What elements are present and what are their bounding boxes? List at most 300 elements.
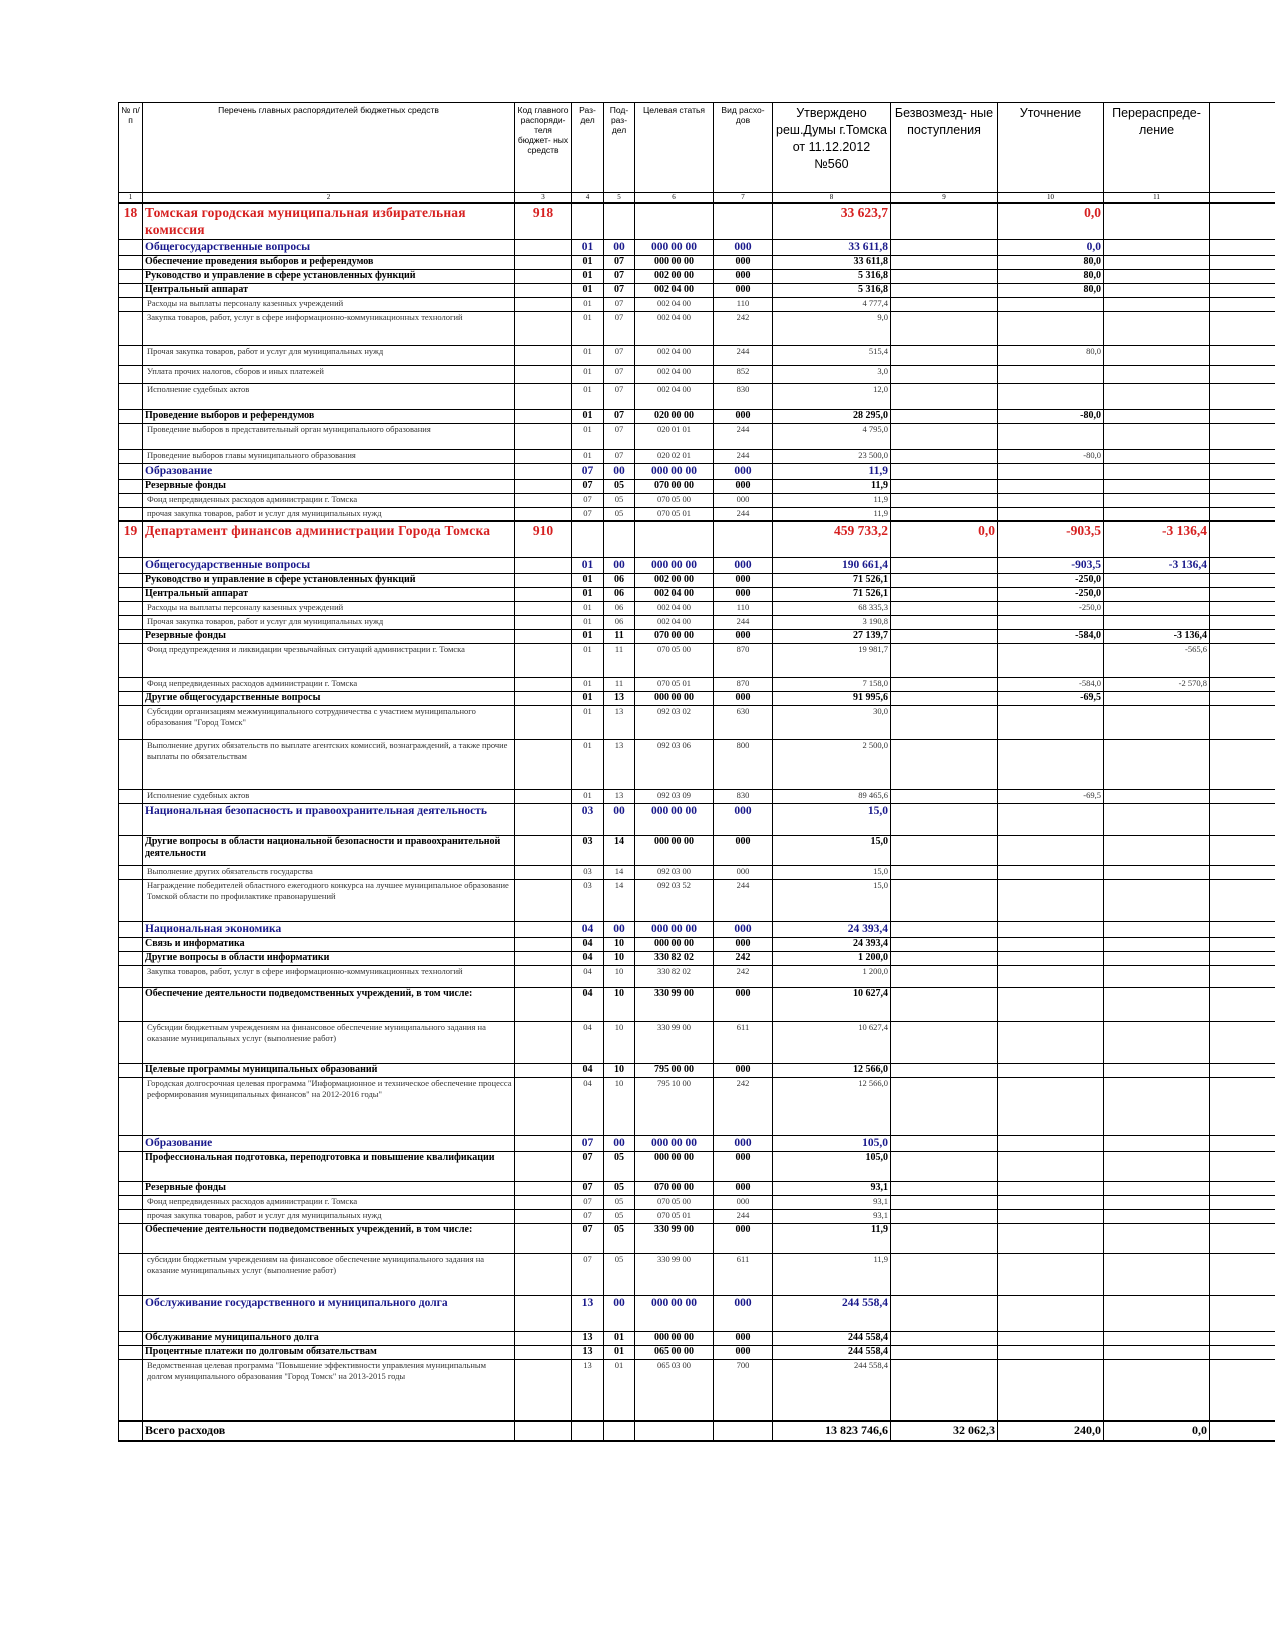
row-code: [515, 239, 572, 255]
row-approved: 4 795,0: [773, 423, 891, 449]
row-podrazdel: 11: [604, 629, 635, 643]
row-razdel: 01: [572, 449, 604, 463]
row-kind: 000: [714, 557, 773, 573]
row-kind: 000: [714, 865, 773, 879]
row-target: 000 00 00: [635, 921, 714, 937]
row-razdel: 01: [572, 677, 604, 691]
row-approved: 19 981,7: [773, 643, 891, 677]
row-podrazdel: 07: [604, 255, 635, 269]
row-code: [515, 865, 572, 879]
row-razdel: 13: [572, 1359, 604, 1421]
row-grants: [891, 615, 998, 629]
row-redistr: [1104, 423, 1210, 449]
row-refine: [998, 507, 1104, 521]
row-target: 002 04 00: [635, 311, 714, 345]
row-code: [515, 601, 572, 615]
table-row: [119, 557, 1275, 573]
row-refine: -80,0: [998, 449, 1104, 463]
row-refine: [998, 1181, 1104, 1195]
row-podrazdel: 10: [604, 1063, 635, 1077]
row-kind: 870: [714, 643, 773, 677]
row-kind: 244: [714, 615, 773, 629]
row-razdel: 01: [572, 789, 604, 803]
table-row: [119, 255, 1275, 269]
table-row: [119, 835, 1275, 865]
row-razdel: 07: [572, 1223, 604, 1253]
row-no: [119, 879, 143, 921]
row-name: Прочая закупка товаров, работ и услуг для муниципальных нужд: [143, 615, 515, 629]
row-no: [119, 255, 143, 269]
row-no: [119, 615, 143, 629]
row-extra: [1210, 203, 1275, 239]
colnum: 5: [604, 193, 635, 204]
row-refine: [998, 1223, 1104, 1253]
row-refine: [998, 987, 1104, 1021]
row-no: [119, 1209, 143, 1223]
row-target: 070 05 00: [635, 643, 714, 677]
row-no: [119, 951, 143, 965]
row-extra: [1210, 965, 1275, 987]
row-no: 19: [119, 521, 143, 557]
table-row: [119, 449, 1275, 463]
header-kind: Вид расхо- дов: [714, 103, 773, 193]
row-target: 795 10 00: [635, 1077, 714, 1135]
row-podrazdel: 13: [604, 739, 635, 789]
row-extra: [1210, 1331, 1275, 1345]
row-razdel: 07: [572, 479, 604, 493]
row-razdel: 01: [572, 365, 604, 383]
row-extra: [1210, 705, 1275, 739]
table-row: [119, 493, 1275, 507]
row-grants: [891, 1295, 998, 1331]
row-grants: [891, 1063, 998, 1077]
row-code: [515, 739, 572, 789]
row-grants: [891, 835, 998, 865]
header-podrazdel: Под- раз- дел: [604, 103, 635, 193]
row-target: [635, 203, 714, 239]
row-extra: [1210, 521, 1275, 557]
row-approved: 12 566,0: [773, 1063, 891, 1077]
row-target: 002 00 00: [635, 573, 714, 587]
row-refine: [998, 479, 1104, 493]
row-name: прочая закупка товаров, работ и услуг для муниципальных нужд: [143, 1209, 515, 1223]
row-extra: [1210, 879, 1275, 921]
colnum: 4: [572, 193, 604, 204]
row-grants: [891, 365, 998, 383]
row-podrazdel: 01: [604, 1331, 635, 1345]
row-kind: 000: [714, 1151, 773, 1181]
row-grants: [891, 587, 998, 601]
row-redistr: [1104, 479, 1210, 493]
row-kind: 830: [714, 789, 773, 803]
row-approved: 1 200,0: [773, 951, 891, 965]
row-grants: [891, 691, 998, 705]
row-grants: [891, 383, 998, 409]
row-no: [119, 1135, 143, 1151]
row-kind: 000: [714, 283, 773, 297]
row-no: [119, 835, 143, 865]
row-extra: [1210, 615, 1275, 629]
row-kind: 110: [714, 297, 773, 311]
row-code: [515, 1345, 572, 1359]
row-name: Национальная экономика: [143, 921, 515, 937]
row-approved: 93,1: [773, 1209, 891, 1223]
row-razdel: 01: [572, 557, 604, 573]
table-row: [119, 677, 1275, 691]
row-extra: [1210, 409, 1275, 423]
row-grants: [891, 1077, 998, 1135]
row-no: [119, 239, 143, 255]
row-approved: 2 500,0: [773, 739, 891, 789]
row-target: 070 05 01: [635, 507, 714, 521]
row-target: 330 99 00: [635, 1223, 714, 1253]
row-redistr: -3 136,4: [1104, 629, 1210, 643]
row-redistr: [1104, 789, 1210, 803]
table-row: [119, 739, 1275, 789]
row-grants: [891, 1253, 998, 1295]
row-redistr: -3 136,4: [1104, 521, 1210, 557]
row-podrazdel: 14: [604, 835, 635, 865]
row-grants: [891, 283, 998, 297]
table-body: [119, 203, 1275, 1441]
row-no: [119, 601, 143, 615]
row-approved: 13 823 746,6: [773, 1421, 891, 1441]
row-redistr: [1104, 705, 1210, 739]
row-extra: [1210, 803, 1275, 835]
row-no: [119, 383, 143, 409]
budget-table: [118, 102, 1275, 1442]
row-kind: 000: [714, 803, 773, 835]
row-approved: 10 627,4: [773, 1021, 891, 1063]
table-row: [119, 203, 1275, 239]
row-target: 330 82 02: [635, 965, 714, 987]
colnum: 9: [891, 193, 998, 204]
row-name: Обеспечение деятельности подведомственных учреждений, в том числе:: [143, 987, 515, 1021]
row-extra: [1210, 573, 1275, 587]
row-razdel: 01: [572, 615, 604, 629]
row-redistr: -565,6: [1104, 643, 1210, 677]
row-name: Другие общегосударственные вопросы: [143, 691, 515, 705]
row-podrazdel: 00: [604, 463, 635, 479]
row-code: [515, 1021, 572, 1063]
row-razdel: 03: [572, 835, 604, 865]
row-podrazdel: 00: [604, 239, 635, 255]
row-refine: [998, 1345, 1104, 1359]
row-razdel: 01: [572, 383, 604, 409]
row-podrazdel: 07: [604, 409, 635, 423]
row-kind: 000: [714, 1295, 773, 1331]
row-razdel: 04: [572, 921, 604, 937]
row-code: [515, 449, 572, 463]
row-redistr: [1104, 1223, 1210, 1253]
row-grants: [891, 507, 998, 521]
row-refine: [998, 643, 1104, 677]
row-no: [119, 865, 143, 879]
row-code: [515, 677, 572, 691]
row-grants: [891, 557, 998, 573]
row-razdel: 03: [572, 879, 604, 921]
row-no: [119, 691, 143, 705]
row-approved: 105,0: [773, 1151, 891, 1181]
total-row: [119, 1421, 1275, 1441]
row-extra: [1210, 493, 1275, 507]
row-no: [119, 705, 143, 739]
row-target: 000 00 00: [635, 835, 714, 865]
row-razdel: 01: [572, 297, 604, 311]
row-code: [515, 1295, 572, 1331]
row-name: Общегосударственные вопросы: [143, 557, 515, 573]
row-razdel: [572, 521, 604, 557]
row-code: [515, 615, 572, 629]
row-kind: 830: [714, 383, 773, 409]
column-numbers: [119, 193, 1275, 204]
row-approved: 244 558,4: [773, 1345, 891, 1359]
row-extra: [1210, 677, 1275, 691]
row-grants: [891, 449, 998, 463]
colnum: 7: [714, 193, 773, 204]
row-kind: 000: [714, 463, 773, 479]
row-grants: [891, 865, 998, 879]
row-name: Закупка товаров, работ, услуг в сфере информационно-коммуникационных технологий: [143, 311, 515, 345]
row-refine: -250,0: [998, 573, 1104, 587]
row-no: [119, 557, 143, 573]
table-row: [119, 587, 1275, 601]
row-grants: [891, 409, 998, 423]
row-target: 000 00 00: [635, 239, 714, 255]
row-approved: 459 733,2: [773, 521, 891, 557]
row-extra: [1210, 311, 1275, 345]
table-row: [119, 865, 1275, 879]
row-target: 002 04 00: [635, 345, 714, 365]
row-refine: [998, 1021, 1104, 1063]
row-refine: [998, 921, 1104, 937]
row-target: [635, 521, 714, 557]
row-name: Образование: [143, 1135, 515, 1151]
row-no: [119, 1331, 143, 1345]
row-extra: [1210, 255, 1275, 269]
row-no: [119, 1021, 143, 1063]
row-razdel: 07: [572, 1195, 604, 1209]
row-approved: 11,9: [773, 479, 891, 493]
table-row: [119, 937, 1275, 951]
row-name: Фонд непредвиденных расходов администрации г. Томска: [143, 1195, 515, 1209]
row-extra: [1210, 629, 1275, 643]
row-no: [119, 937, 143, 951]
row-no: [119, 629, 143, 643]
row-razdel: 01: [572, 643, 604, 677]
row-podrazdel: 11: [604, 643, 635, 677]
row-podrazdel: 07: [604, 345, 635, 365]
row-name: Центральный аппарат: [143, 283, 515, 297]
row-refine: [998, 1063, 1104, 1077]
row-extra: [1210, 1063, 1275, 1077]
row-extra: [1210, 557, 1275, 573]
row-refine: [998, 1209, 1104, 1223]
row-extra: [1210, 1151, 1275, 1181]
row-podrazdel: 14: [604, 879, 635, 921]
row-approved: 244 558,4: [773, 1359, 891, 1421]
row-name: Прочая закупка товаров, работ и услуг для муниципальных нужд: [143, 345, 515, 365]
table-row: [119, 239, 1275, 255]
row-name: Выполнение других обязательств государства: [143, 865, 515, 879]
row-redistr: [1104, 587, 1210, 601]
row-target: 092 03 02: [635, 705, 714, 739]
row-redistr: [1104, 507, 1210, 521]
row-approved: 24 393,4: [773, 921, 891, 937]
row-podrazdel: 01: [604, 1359, 635, 1421]
row-grants: [891, 789, 998, 803]
row-target: 070 05 00: [635, 493, 714, 507]
row-grants: [891, 203, 998, 239]
row-podrazdel: 07: [604, 423, 635, 449]
row-refine: [998, 835, 1104, 865]
row-target: 000 00 00: [635, 1331, 714, 1345]
table-row: [119, 297, 1275, 311]
row-code: 910: [515, 521, 572, 557]
row-name: Профессиональная подготовка, переподготовка и повышение квалификации: [143, 1151, 515, 1181]
row-extra: [1210, 479, 1275, 493]
row-extra: [1210, 423, 1275, 449]
row-razdel: [572, 1421, 604, 1441]
row-approved: 7 158,0: [773, 677, 891, 691]
row-razdel: 01: [572, 587, 604, 601]
header-refine: Уточнение: [998, 103, 1104, 193]
row-approved: 93,1: [773, 1181, 891, 1195]
row-target: 070 00 00: [635, 629, 714, 643]
row-redistr: [1104, 1135, 1210, 1151]
row-refine: [998, 965, 1104, 987]
row-target: 000 00 00: [635, 1135, 714, 1151]
row-extra: [1210, 239, 1275, 255]
header-razdel: Раз- дел: [572, 103, 604, 193]
row-kind: 244: [714, 1209, 773, 1223]
row-code: [515, 557, 572, 573]
row-name: Департамент финансов администрации Города Томска: [143, 521, 515, 557]
row-approved: 12,0: [773, 383, 891, 409]
row-refine: 80,0: [998, 269, 1104, 283]
row-extra: [1210, 587, 1275, 601]
row-podrazdel: 00: [604, 1135, 635, 1151]
row-refine: [998, 493, 1104, 507]
row-name: Обслуживание муниципального долга: [143, 1331, 515, 1345]
row-refine: -584,0: [998, 677, 1104, 691]
row-code: [515, 1195, 572, 1209]
row-podrazdel: 07: [604, 311, 635, 345]
row-extra: [1210, 1345, 1275, 1359]
row-code: [515, 345, 572, 365]
row-redistr: [1104, 739, 1210, 789]
row-target: 092 03 06: [635, 739, 714, 789]
row-no: [119, 479, 143, 493]
row-no: [119, 803, 143, 835]
row-extra: [1210, 789, 1275, 803]
row-grants: [891, 921, 998, 937]
row-refine: -903,5: [998, 521, 1104, 557]
row-code: [515, 269, 572, 283]
row-grants: [891, 629, 998, 643]
row-extra: [1210, 951, 1275, 965]
table-row: [119, 705, 1275, 739]
row-code: [515, 879, 572, 921]
row-kind: 000: [714, 1345, 773, 1359]
table-row: [119, 1063, 1275, 1077]
row-razdel: 04: [572, 965, 604, 987]
row-no: [119, 409, 143, 423]
colnum: 8: [773, 193, 891, 204]
row-name: Фонд непредвиденных расходов администрации г. Томска: [143, 493, 515, 507]
row-extra: [1210, 643, 1275, 677]
row-razdel: 01: [572, 629, 604, 643]
row-razdel: 01: [572, 311, 604, 345]
row-grants: [891, 951, 998, 965]
table-row: [119, 507, 1275, 521]
row-redistr: [1104, 269, 1210, 283]
row-name: прочая закупка товаров, работ и услуг для муниципальных нужд: [143, 507, 515, 521]
row-code: [515, 937, 572, 951]
row-grants: [891, 1181, 998, 1195]
row-code: [515, 1135, 572, 1151]
row-razdel: 07: [572, 493, 604, 507]
table-row: [119, 283, 1275, 297]
row-name: Выполнение других обязательств по выплате агентских комиссий, вознаграждений, а также прочие выплаты по обязательствам: [143, 739, 515, 789]
row-name: Руководство и управление в сфере установленных функций: [143, 573, 515, 587]
row-target: 330 82 02: [635, 951, 714, 965]
row-target: 092 03 00: [635, 865, 714, 879]
row-redistr: [1104, 1359, 1210, 1421]
row-podrazdel: 10: [604, 1021, 635, 1063]
row-no: [119, 1421, 143, 1441]
row-approved: 105,0: [773, 1135, 891, 1151]
row-name: Субсидии организациям межмуниципального сотрудничества с участием муниципального образования "Город Томск": [143, 705, 515, 739]
row-kind: 611: [714, 1021, 773, 1063]
table-row: [119, 1331, 1275, 1345]
row-grants: [891, 705, 998, 739]
row-razdel: 07: [572, 1135, 604, 1151]
row-grants: 32 062,3: [891, 1421, 998, 1441]
table-row: [119, 615, 1275, 629]
row-approved: 93,1: [773, 1195, 891, 1209]
row-redistr: [1104, 409, 1210, 423]
row-grants: [891, 493, 998, 507]
row-podrazdel: 05: [604, 1253, 635, 1295]
row-podrazdel: 05: [604, 507, 635, 521]
row-name: Другие вопросы в области информатики: [143, 951, 515, 965]
row-redistr: [1104, 1253, 1210, 1295]
row-extra: [1210, 269, 1275, 283]
row-redistr: [1104, 951, 1210, 965]
row-code: [515, 587, 572, 601]
row-refine: [998, 423, 1104, 449]
row-name: Образование: [143, 463, 515, 479]
table-row: [119, 463, 1275, 479]
row-code: [515, 803, 572, 835]
row-approved: 91 995,6: [773, 691, 891, 705]
row-kind: 000: [714, 921, 773, 937]
row-podrazdel: 07: [604, 383, 635, 409]
row-name: Ведомственная целевая программа "Повышение эффективности управления муниципальным долгом муниципального образования "Город Томск" на 2013-2015 годы: [143, 1359, 515, 1421]
row-no: [119, 507, 143, 521]
row-grants: [891, 423, 998, 449]
row-redistr: [1104, 865, 1210, 879]
row-grants: 0,0: [891, 521, 998, 557]
row-approved: 89 465,6: [773, 789, 891, 803]
row-target: 092 03 52: [635, 879, 714, 921]
table-row: [119, 1359, 1275, 1421]
row-podrazdel: 00: [604, 803, 635, 835]
row-redistr: [1104, 1077, 1210, 1135]
table-row: [119, 1077, 1275, 1135]
row-refine: [998, 865, 1104, 879]
